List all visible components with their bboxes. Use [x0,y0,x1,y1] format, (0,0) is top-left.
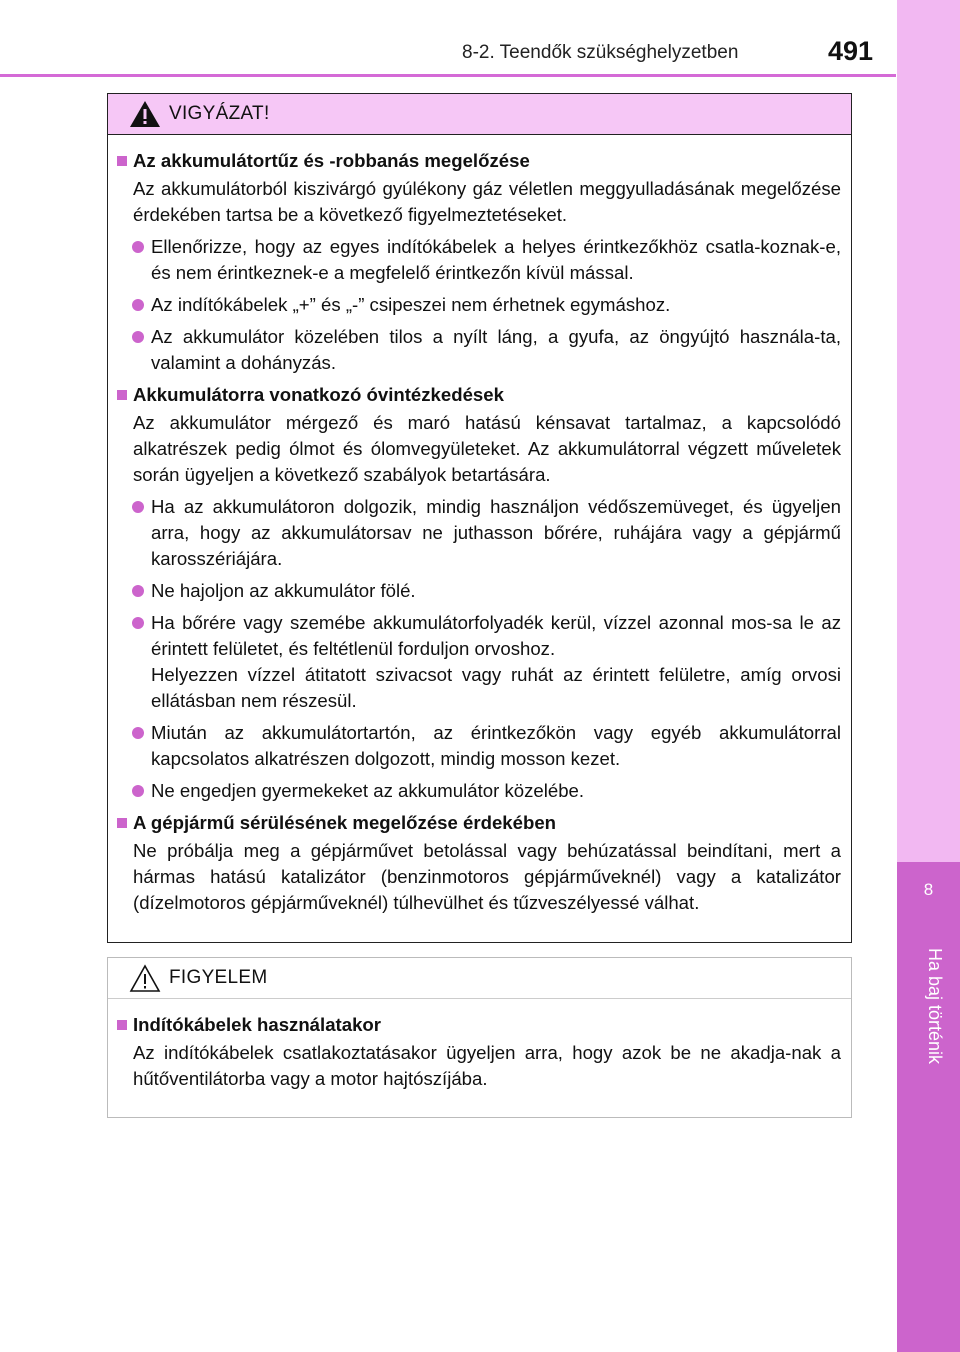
list-item [132,778,841,804]
round-bullet-icon [132,331,144,343]
list-item [132,324,841,376]
list-item-text: Ne engedjen gyermekeket az akkumulátor közelébe. [151,780,585,801]
round-bullet-icon [132,241,144,253]
list-item-text [151,610,841,714]
section-heading-text: Indítókábelek használatakor [133,1014,382,1035]
section-heading [117,810,841,836]
section-heading [117,1012,841,1038]
list-item-text: Az indítókábelek „+” és „-” csipeszei nem érhetnek egymáshoz. [151,294,671,315]
warning-triangle-outline-icon [128,963,162,993]
page-number: 491 [828,36,874,66]
section-intro: Ne próbálja meg a gépjárművet betolással vagy behúzatással beindítani, mert a hármas hatású katalizátor (benzinmotoros gépjárműveknél) vagy a katalizátor (dízelmotoros gépjárműveknél) túlhevülhet és tűzveszélyessé válhat. [133,840,841,913]
list-item [132,578,841,604]
section-intro: Az akkumulátor mérgező és maró hatású kénsavat tartalmaz, a kapcsolódó alkatrészek pedig ólmot és ólomvegyületeket. Az akkumulátorral végzett műveletek során ügyeljen a következő szabályok betartására. [133,412,841,485]
list-item-continuation: Helyezzen vízzel átitatott szivacsot vagy ruhát az érintett felületre, amíg orvosi ellátásban nem részesül. [151,664,841,711]
warning-box-header [108,94,851,135]
square-bullet-icon [117,818,127,828]
section-heading [117,148,841,174]
notice-box [107,957,852,1118]
section-heading-text: Az akkumulátortűz és -robbanás megelőzése [133,150,530,171]
header-rule [0,74,896,77]
notice-label: FIGYELEM [169,967,268,988]
list-item [132,494,841,572]
list-item-text: Ha az akkumulátoron dolgozik, mindig használjon védőszemüveget, és ügyeljen arra, hogy az akkumulátorsav ne juthasson bőrére, ruhájára vagy a gépjármű karosszériájára. [151,496,841,569]
warning-box [107,93,852,943]
round-bullet-icon [132,585,144,597]
round-bullet-icon [132,617,144,629]
list-item [132,292,841,318]
list-item-text: Miután az akkumulátortartón, az érintkezőkön vagy egyéb akkumulátorral kapcsolatos alkatrészen dolgozott, mindig mosson kezet. [151,722,841,769]
warning-triangle-filled-icon [128,99,162,129]
side-tab-chapter-block [897,862,960,1352]
list-item-text-line: Ha bőrére vagy szemébe akkumulátorfolyadék kerül, vízzel azonnal mos-sa le az érintett felületet, és feltétlenül forduljon orvoshoz. [151,612,841,659]
section-title: 8-2. Teendők szükséghelyzetben [462,42,739,63]
round-bullet-icon [132,501,144,513]
round-bullet-icon [132,727,144,739]
warning-label: VIGYÁZAT! [169,103,270,124]
square-bullet-icon [117,1020,127,1030]
notice-box-header [108,958,851,999]
notice-box-body [108,999,851,1092]
section-heading-text: A gépjármű sérülésének megelőzése érdekében [133,812,557,833]
section-intro: Az akkumulátorból kiszivárgó gyúlékony gáz véletlen meggyulladásának megelőzése érdekében tartsa be a következő figyelmeztetéseket. [133,178,841,225]
notice-text: Az indítókábelek csatlakoztatásakor ügyeljen arra, hogy azok be ne akadja-nak a hűtőventilátorba vagy a motor hajtószíjába. [133,1042,841,1089]
chapter-number: 8 [923,880,934,899]
square-bullet-icon [117,390,127,400]
list-item [132,720,841,772]
warning-box-body [108,135,851,916]
list-item [132,234,841,286]
square-bullet-icon [117,156,127,166]
section-heading-text: Akkumulátorra vonatkozó óvintézkedések [133,384,504,405]
chapter-title: Ha baj történik [925,948,945,1065]
section-heading [117,382,841,408]
list-item [132,610,841,714]
round-bullet-icon [132,785,144,797]
round-bullet-icon [132,299,144,311]
list-item-text: Ellenőrizze, hogy az egyes indítókábelek a helyes érintkezőkhöz csatla-koznak-e, és nem érintkeznek-e a megfelelő érintkezőn kívül mással. [151,236,841,283]
list-item-text: Ne hajoljon az akkumulátor fölé. [151,580,416,601]
list-item-text: Az akkumulátor közelében tilos a nyílt láng, a gyufa, az öngyújtó használa-ta, valamint a dohányzás. [151,326,841,373]
